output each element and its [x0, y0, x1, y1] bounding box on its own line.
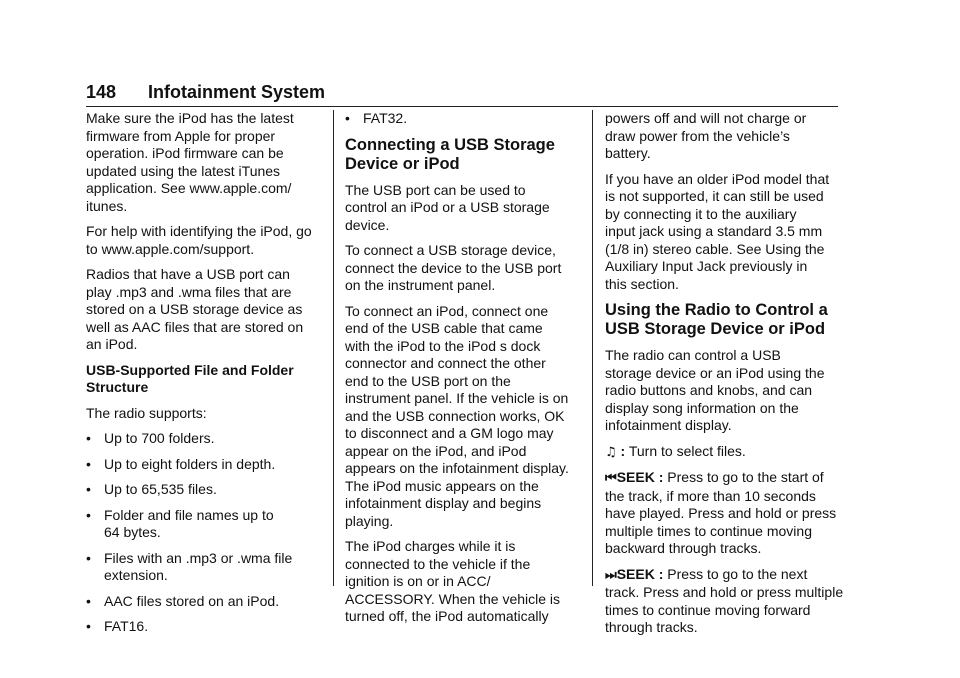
- bullet-icon: •: [86, 455, 91, 472]
- page-header: [86, 82, 838, 107]
- column-3: [605, 110, 845, 645]
- control-text: Turn to select files.: [625, 442, 746, 459]
- control-description: [605, 443, 845, 462]
- bullet-list: [345, 110, 585, 128]
- bullet-list: [86, 430, 326, 636]
- column-1: [86, 110, 326, 644]
- music-note-icon: ♫: [605, 444, 617, 460]
- bullet-icon: •: [86, 618, 91, 634]
- list-item: [86, 507, 326, 542]
- control-label: SEEK :: [616, 469, 664, 485]
- bullet-icon: •: [345, 110, 350, 126]
- section-title: Infotainment System: [148, 82, 326, 102]
- paragraph: powers off and will not charge or draw power from the vehicle’s battery.: [605, 110, 807, 161]
- page-number: 148: [86, 82, 117, 102]
- control-text: Press to go to the start of the track, if more than 10 seconds have played. Press and hold or press multiple times to continue moving backward through tracks.: [605, 469, 837, 556]
- column-divider: [333, 110, 334, 586]
- control-label: SEEK :: [616, 565, 664, 582]
- control-text: Press to go to the next track. Press and hold or press multiple times to continue moving forward through tracks.: [605, 565, 844, 635]
- list-item-text: Up to eight folders in depth.: [104, 455, 276, 472]
- paragraph: Radios that have a USB port can play .mp3 and .wma files that are stored on a USB storage device as well as AAC files that are stored on an iPod.: [86, 266, 304, 352]
- paragraph: To connect a USB storage device, connect the device to the USB port on the instrument panel.: [345, 242, 562, 293]
- seek-forward-icon: ⏭: [605, 567, 617, 583]
- bullet-icon: •: [86, 430, 91, 446]
- paragraph: The iPod charges while it is connected to the vehicle if the ignition is on or in ACC/ ACCESSORY. When the vehicle is turned off, the iPod automatically: [345, 538, 561, 624]
- subheading: USB-Supported File and Folder Structure: [86, 361, 294, 395]
- list-item: [86, 456, 326, 474]
- list-item-text: Files with an .mp3 or .wma file extension.: [104, 549, 293, 583]
- control-description: [605, 566, 845, 637]
- paragraph: To connect an iPod, connect one end of the USB cable that came with the iPod to the iPod s dock connector and connect the other end to the USB port on the instrument panel. If the vehicle is on and the USB connection works, OK to disconnect and a GM logo may appear on the iPod, and iPod appears on the infotainment display. The iPod music appears on the infotainment display and begins playing.: [345, 302, 569, 529]
- paragraph: The radio supports:: [86, 404, 207, 421]
- list-item-text: Up to 700 folders.: [104, 430, 215, 446]
- paragraph: The radio can control a USB storage device or an iPod using the radio buttons and knobs, and can display song information on the infotainment display.: [605, 347, 825, 433]
- list-item: [86, 550, 326, 585]
- list-item: [86, 430, 326, 448]
- list-item-text: FAT16.: [104, 618, 149, 634]
- list-item-text: Up to 65,535 files.: [104, 481, 217, 497]
- bullet-icon: •: [86, 549, 91, 566]
- bullet-icon: •: [86, 481, 91, 497]
- list-item: [86, 618, 326, 636]
- paragraph: The USB port can be used to control an iPod or a USB storage device.: [345, 181, 550, 233]
- list-item: [86, 481, 326, 499]
- list-item-text: Folder and file names up to 64 bytes.: [104, 506, 274, 540]
- list-item-text: AAC files stored on an iPod.: [104, 592, 280, 609]
- bullet-icon: •: [86, 592, 91, 609]
- seek-back-icon: ⏮: [605, 471, 617, 486]
- list-item-text: FAT32.: [363, 110, 408, 126]
- list-item: [345, 110, 585, 128]
- section-heading: Connecting a USB Storage Device or iPod: [345, 135, 555, 173]
- control-label: :: [616, 442, 626, 459]
- paragraph: For help with identifying the iPod, go to www.apple.com/support.: [86, 223, 312, 257]
- control-description: [605, 469, 845, 558]
- column-2: [345, 110, 585, 634]
- section-heading: Using the Radio to Control a USB Storage Device or iPod: [605, 301, 828, 338]
- column-divider: [592, 110, 593, 586]
- paragraph: If you have an older iPod model that is not supported, it can still be used by connecting it to the auxiliary input jack using a standard 3.5 mm (1/8 in) stereo cable. See Using the Auxiliary Input Jack previously in this section.: [605, 170, 830, 292]
- list-item: [86, 593, 326, 611]
- bullet-icon: •: [86, 506, 91, 523]
- paragraph: Make sure the iPod has the latest firmware from Apple for proper operation. iPod firmware can be updated using the latest iTunes application. See www.apple.com/ itunes.: [86, 110, 294, 214]
